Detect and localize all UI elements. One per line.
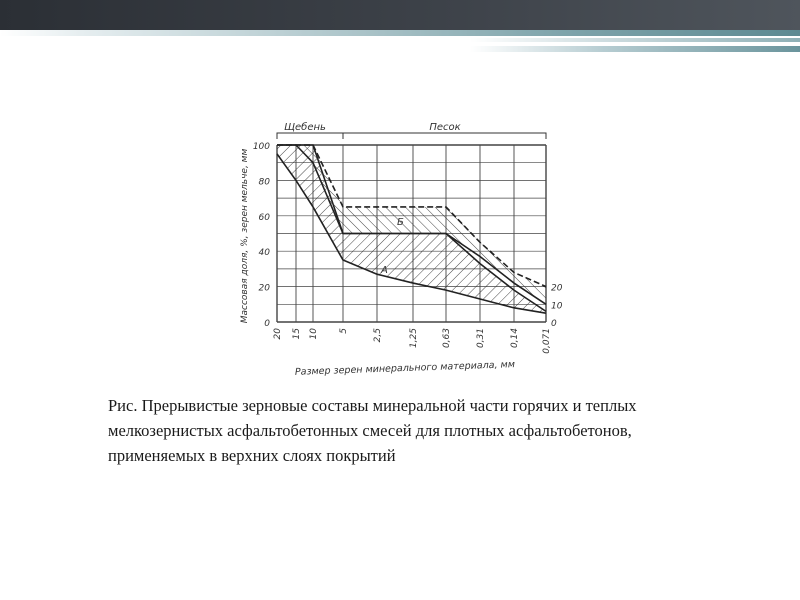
- x-axis-title: Размер зерен минерального материала, мм: [294, 359, 516, 378]
- y-right-tick-label: 20: [551, 283, 563, 294]
- y-tick-label: 20: [258, 283, 270, 294]
- series-label-b: Б: [397, 217, 404, 228]
- y-tick-label: 60: [258, 212, 270, 223]
- x-tick-label: 5: [339, 328, 349, 334]
- x-tick-label: 0,071: [542, 328, 552, 354]
- y-right-tick-label: 10: [551, 301, 563, 312]
- x-tick-label: 20: [273, 328, 283, 340]
- y-right-tick-label: 0: [551, 319, 557, 329]
- group-label-sand: Песок: [429, 122, 461, 133]
- group-bracket-crushed-stone: [277, 133, 343, 139]
- y-tick-label: 80: [258, 177, 270, 188]
- y-tick-label: 100: [252, 142, 270, 152]
- x-tick-label: 0,31: [476, 328, 486, 349]
- x-tick-label: 0,63: [442, 328, 452, 349]
- x-tick-label: 1,25: [409, 328, 419, 349]
- x-tick-label: 10: [309, 328, 319, 340]
- y-tick-label: 0: [264, 319, 270, 329]
- group-label-crushed-stone: Щебень: [284, 122, 326, 133]
- x-tick-label: 15: [292, 328, 302, 340]
- group-bracket-sand: [343, 133, 546, 139]
- series-label-a: А: [381, 265, 388, 276]
- x-tick-label: 0,14: [510, 328, 520, 349]
- x-tick-label: 2,5: [373, 328, 383, 343]
- y-axis-title: Массовая доля, %, зерен мельче, мм: [240, 148, 250, 324]
- figure-caption: Рис. Прерывистые зерновые составы минеральной части горячих и теплых мелкозернистых асфальтобетонных смесей для плотных асфальтобетонов, применяемых в верхних слоях покрытий: [108, 396, 637, 465]
- y-tick-label: 40: [258, 248, 270, 259]
